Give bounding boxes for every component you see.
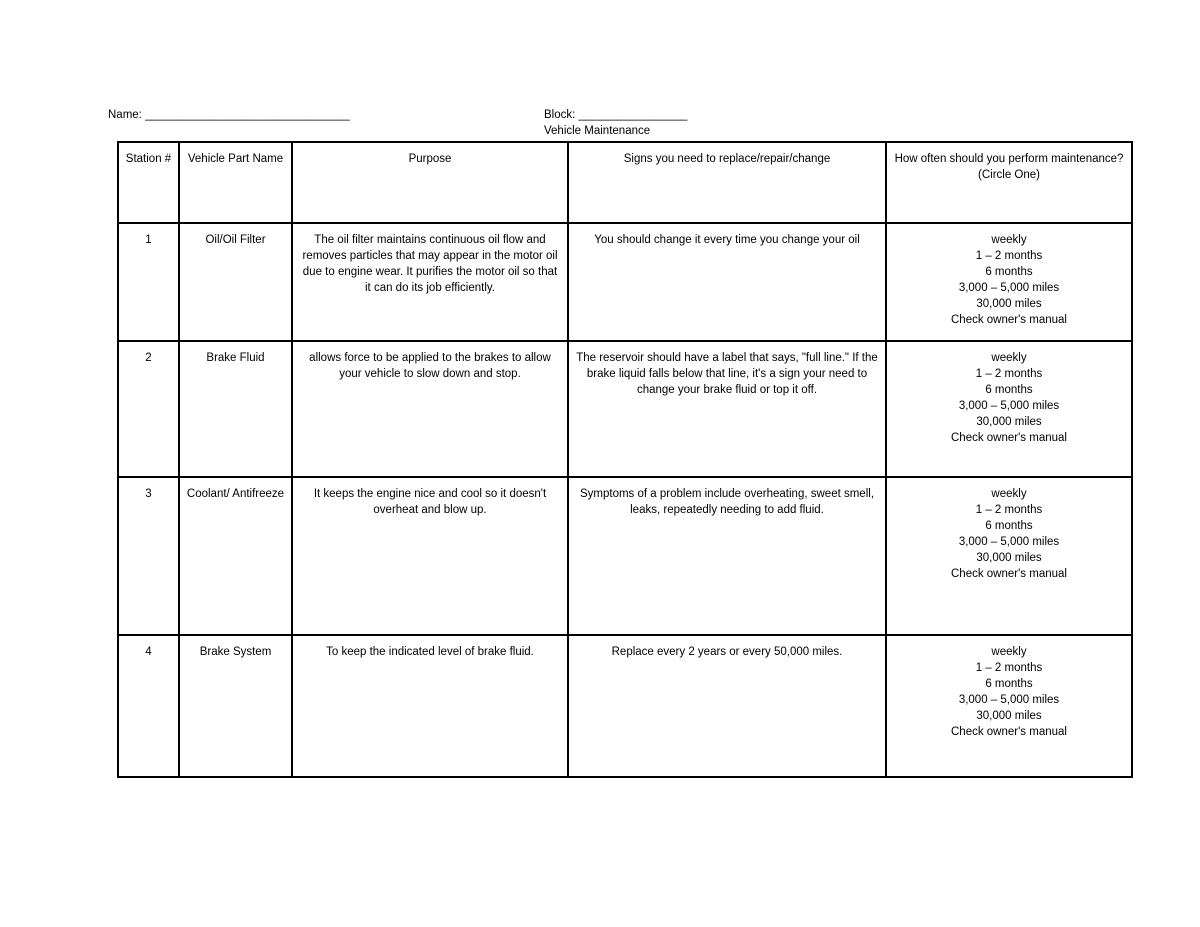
- table-row: [118, 223, 1132, 341]
- frequency-option[interactable]: 30,000 miles: [976, 416, 1042, 428]
- frequency-option[interactable]: 1 – 2 months: [975, 662, 1043, 674]
- column-header-part: Vehicle Part Name: [179, 142, 292, 223]
- frequency-options: [886, 341, 1132, 477]
- frequency-option[interactable]: 3,000 – 5,000 miles: [958, 400, 1060, 412]
- table-row: [118, 341, 1132, 477]
- frequency-option[interactable]: 3,000 – 5,000 miles: [958, 536, 1060, 548]
- name-field[interactable]: Name: ________________________________: [108, 109, 350, 121]
- frequency-option[interactable]: Check owner's manual: [951, 568, 1067, 580]
- frequency-option[interactable]: 30,000 miles: [976, 298, 1042, 310]
- column-header-station: Station #: [118, 142, 179, 223]
- signs-cell: The reservoir should have a label that says, "full line." If the brake liquid falls below that line, it's a sign your need to change your brake fluid or top it off.: [568, 341, 886, 477]
- frequency-option[interactable]: 6 months: [985, 384, 1033, 396]
- frequency-option[interactable]: 6 months: [985, 266, 1033, 278]
- block-field[interactable]: Block: _________________: [544, 109, 688, 121]
- station-number: 1: [118, 223, 179, 341]
- part-name: Oil/Oil Filter: [179, 223, 292, 341]
- frequency-option[interactable]: weekly: [991, 352, 1027, 364]
- part-name: Brake Fluid: [179, 341, 292, 477]
- frequency-option[interactable]: 1 – 2 months: [975, 504, 1043, 516]
- table-row: [118, 635, 1132, 777]
- signs-cell: Symptoms of a problem include overheating, sweet smell, leaks, repeatedly needing to add fluid.: [568, 477, 886, 635]
- column-header-signs: Signs you need to replace/repair/change: [568, 142, 886, 223]
- frequency-option[interactable]: 30,000 miles: [976, 552, 1042, 564]
- column-header-frequency: How often should you perform maintenance? (Circle One): [886, 142, 1132, 223]
- frequency-option[interactable]: 3,000 – 5,000 miles: [958, 282, 1060, 294]
- station-number: 3: [118, 477, 179, 635]
- frequency-option[interactable]: 6 months: [985, 678, 1033, 690]
- purpose-cell: It keeps the engine nice and cool so it doesn't overheat and blow up.: [292, 477, 568, 635]
- frequency-options: [886, 223, 1132, 341]
- frequency-option[interactable]: Check owner's manual: [951, 314, 1067, 326]
- signs-cell: You should change it every time you change your oil: [568, 223, 886, 341]
- document-title: Vehicle Maintenance: [544, 125, 651, 137]
- signs-cell: Replace every 2 years or every 50,000 miles.: [568, 635, 886, 777]
- part-name: Brake System: [179, 635, 292, 777]
- frequency-option[interactable]: weekly: [991, 646, 1027, 658]
- frequency-option[interactable]: weekly: [991, 234, 1027, 246]
- purpose-cell: The oil filter maintains continuous oil flow and removes particles that may appear in the motor oil due to engine wear. It purifies the motor oil so that it can do its job efficiently.: [292, 223, 568, 341]
- station-number: 2: [118, 341, 179, 477]
- purpose-cell: allows force to be applied to the brakes to allow your vehicle to slow down and stop.: [292, 341, 568, 477]
- purpose-cell: To keep the indicated level of brake fluid.: [292, 635, 568, 777]
- frequency-options: [886, 635, 1132, 777]
- frequency-option[interactable]: Check owner's manual: [951, 726, 1067, 738]
- part-name: Coolant/ Antifreeze: [179, 477, 292, 635]
- frequency-options: [886, 477, 1132, 635]
- column-header-purpose: Purpose: [292, 142, 568, 223]
- frequency-option[interactable]: 30,000 miles: [976, 710, 1042, 722]
- frequency-option[interactable]: 1 – 2 months: [975, 368, 1043, 380]
- table-row: [118, 477, 1132, 635]
- frequency-option[interactable]: 1 – 2 months: [975, 250, 1043, 262]
- frequency-option[interactable]: 6 months: [985, 520, 1033, 532]
- frequency-option[interactable]: Check owner's manual: [951, 432, 1067, 444]
- station-number: 4: [118, 635, 179, 777]
- frequency-option[interactable]: weekly: [991, 488, 1027, 500]
- table-header-row: [118, 142, 1132, 223]
- maintenance-table: [117, 141, 1133, 778]
- frequency-option[interactable]: 3,000 – 5,000 miles: [958, 694, 1060, 706]
